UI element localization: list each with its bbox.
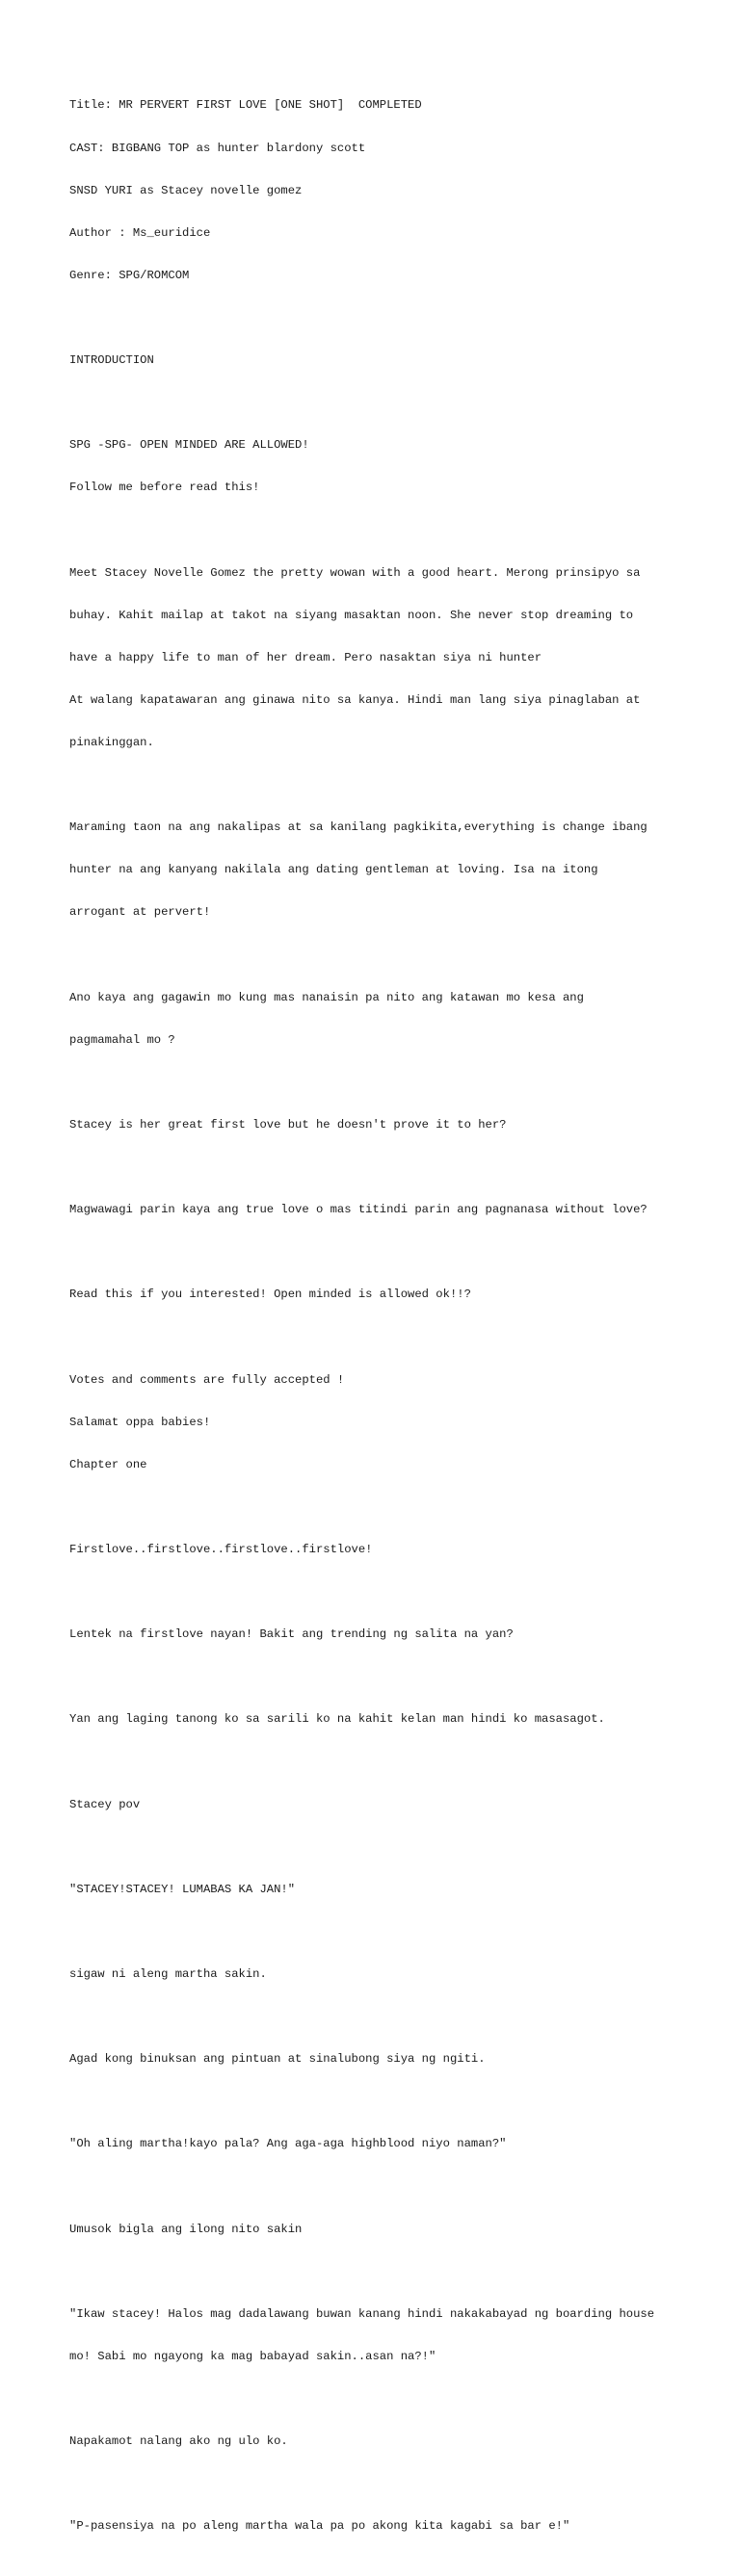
paragraph — [69, 2109, 725, 2180]
text-line: Agad kong binuksan ang pintuan at sinalubong siya ng ngiti. — [69, 2052, 486, 2067]
paragraph — [69, 793, 725, 949]
text-line: "Oh aling martha!kayo pala? Ang aga-aga highblood niyo naman?" — [69, 2137, 507, 2151]
text-line: "Ikaw stacey! Halos mag dadalawang buwan kanang hindi nakakabayad ng boarding house — [69, 2306, 655, 2321]
paragraph — [69, 2407, 725, 2478]
paragraph — [69, 1515, 725, 1586]
text-line: Read this if you interested! Open minded is allowed ok!!? — [69, 1288, 471, 1302]
document-body — [69, 70, 725, 2576]
text-line: Votes and comments are fully accepted ! — [69, 1372, 345, 1387]
text-line: Meet Stacey Novelle Gomez the pretty wowan with a good heart. Merong prinsipyo sa — [69, 565, 641, 580]
text-line: hunter na ang kanyang nakilala ang dating gentleman at loving. Isa na itong — [69, 863, 598, 877]
section-heading — [69, 325, 725, 397]
paragraph — [69, 2278, 725, 2392]
text-line: buhay. Kahit mailap at takot na siyang masaktan noon. She never stop dreaming to — [69, 608, 634, 622]
text-line: Firstlove..firstlove..firstlove..firstlove! — [69, 1542, 373, 1556]
paragraph — [69, 1260, 725, 1331]
paragraph — [69, 537, 725, 778]
text-line: pinakinggan. — [69, 736, 154, 749]
text-line: Maraming taon na ang nakalipas at sa kanilang pagkikita,everything is change ibang — [69, 820, 648, 835]
chapter-heading: Chapter one — [69, 1457, 147, 1471]
text-line: mo! Sabi mo ngayong ka mag babayad sakin..asan na?!" — [69, 2349, 436, 2363]
text-line: Umusok bigla ang ilong nito sakin — [69, 2222, 303, 2236]
paragraph — [69, 1344, 725, 1500]
text-line: have a happy life to man of her dream. Pero nasaktan siya ni hunter — [69, 650, 542, 664]
text-line: Napakamot nalang ako ng ulo ko. — [69, 2434, 288, 2449]
title-line: Title: MR PERVERT FIRST LOVE [ONE SHOT] COMPLETED — [69, 98, 422, 113]
paragraph — [69, 1939, 725, 2011]
paragraph — [69, 1175, 725, 1246]
text-line: Magwawagi parin kaya ang true love o mas titindi parin ang pagnanasa without love? — [69, 1203, 648, 1217]
text-line: pagmamahal mo ? — [69, 1032, 175, 1047]
cast-line: SNSD YURI as Stacey novelle gomez — [69, 183, 303, 197]
paragraph — [69, 1684, 725, 1756]
text-line: Yan ang laging tanong ko sa sarili ko na kahit kelan man hindi ko masasagot. — [69, 1712, 605, 1727]
genre-line: Genre: SPG/ROMCOM — [69, 268, 190, 282]
text-line: Lentek na firstlove nayan! Bakit ang trending ng salita na yan? — [69, 1627, 514, 1642]
text-line: Follow me before read this! — [69, 481, 260, 495]
text-line: SPG -SPG- OPEN MINDED ARE ALLOWED! — [69, 438, 309, 453]
paragraph — [69, 1854, 725, 1925]
author-line: Author : Ms_euridice — [69, 225, 211, 240]
text-line: Ano kaya ang gagawin mo kung mas nanaisin pa nito ang katawan mo kesa ang — [69, 990, 584, 1004]
title-block — [69, 70, 725, 311]
paragraph — [69, 2491, 725, 2563]
paragraph — [69, 2024, 725, 2095]
text-line: "P-pasensiya na po aleng martha wala pa po akong kita kagabi sa bar e!" — [69, 2519, 570, 2534]
paragraph — [69, 962, 725, 1076]
paragraph — [69, 1769, 725, 1840]
text-line: At walang kapatawaran ang ginawa nito sa kanya. Hindi man lang siya pinaglaban at — [69, 692, 641, 707]
paragraph — [69, 410, 725, 524]
text-line: Stacey is her great first love but he doesn't prove it to her? — [69, 1117, 507, 1132]
paragraph — [69, 1090, 725, 1161]
text-line: sigaw ni aleng martha sakin. — [69, 1966, 267, 1981]
paragraph — [69, 2194, 725, 2265]
paragraph — [69, 1600, 725, 1671]
text-line: Salamat oppa babies! — [69, 1415, 211, 1429]
cast-line: CAST: BIGBANG TOP as hunter blardony scott — [69, 141, 366, 155]
text-line: INTRODUCTION — [69, 353, 154, 368]
text-line: "STACEY!STACEY! LUMABAS KA JAN!" — [69, 1882, 296, 1896]
text-line: Stacey pov — [69, 1797, 141, 1811]
text-line: arrogant at pervert! — [69, 905, 211, 920]
